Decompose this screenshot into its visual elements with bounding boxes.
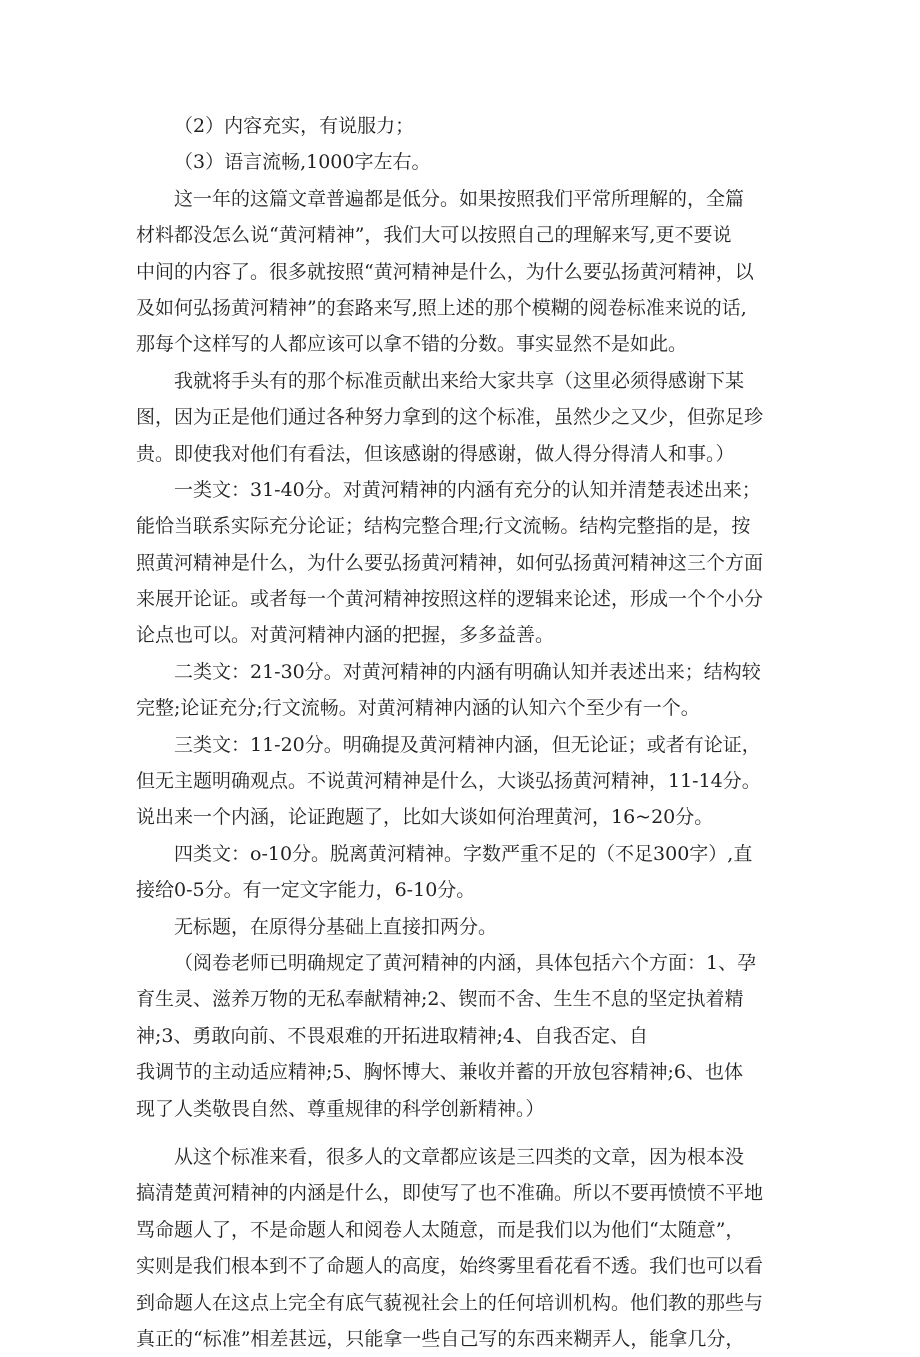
text-line: 贵。即使我对他们有看法，但该感谢的得感谢，做人得分得清人和事。）: [136, 442, 735, 465]
text-line: 到命题人在这点上完全有底气藐视社会上的任何培训机构。他们教的那些与: [136, 1291, 764, 1314]
text-line: （2）内容充实，有说服力；: [174, 115, 415, 137]
text-line: 育生灵、滋养万物的无私奉献精神;2、锲而不舍、生生不息的坚定执着精: [136, 988, 744, 1011]
text-line: 四类文：o-10分。脱离黄河精神。字数严重不足的（不足300字）,直: [174, 842, 753, 865]
text-line: 二类文：21-30分。对黄河精神的内涵有明确认知并表述出来；结构较: [174, 660, 761, 683]
text-line: 无标题，在原得分基础上直接扣两分。: [174, 915, 498, 938]
text-line: 现了人类敬畏自然、尊重规律的科学创新精神。）: [136, 1097, 545, 1120]
document-body: [136, 108, 790, 1357]
text-line: 一类文：31-40分。对黄河精神的内涵有充分的认知并清楚表述出来；: [174, 478, 761, 501]
text-line: 及如何弘扬黄河精神”的套路来写,照上述的那个模糊的阅卷标准来说的话,: [136, 296, 747, 319]
text-line: 来展开论证。或者每一个黄河精神按照这样的逻辑来论述，形成一个个小分: [136, 588, 764, 611]
text-line: （阅卷老师已明确规定了黄河精神的内涵，具体包括六个方面：1、孕: [174, 951, 757, 974]
text-line: 我就将手头有的那个标准贡献出来给大家共享（这里必须得感谢下某: [174, 369, 745, 392]
text-line: 真正的“标准”相差甚远，只能拿一些自己写的东西来糊弄人，能拿几分，: [136, 1327, 745, 1350]
text-line: 这一年的这篇文章普遍都是低分。如果按照我们平常所理解的，全篇: [174, 187, 745, 210]
text-line: 能恰当联系实际充分论证；结构完整合理;行文流畅。结构完整指的是，按: [136, 515, 751, 538]
text-line: 搞清楚黄河精神的内涵是什么，即使写了也不准确。所以不要再愤愤不平地: [136, 1182, 764, 1205]
text-line: 接给0-5分。有一定文字能力，6-10分。: [136, 879, 476, 902]
text-line: 从这个标准来看，很多人的文章都应该是三四类的文章，因为根本没: [174, 1145, 745, 1168]
paragraph-gap: [136, 1127, 790, 1139]
text-line: 但无主题明确观点。不说黄河精神是什么，大谈弘扬黄河精神，11-14分。: [136, 770, 761, 793]
text-line: 我调节的主动适应精神;5、胸怀博大、兼收并蓄的开放包容精神;6、也体: [136, 1061, 743, 1084]
text-line: 论点也可以。对黄河精神内涵的把握，多多益善。: [136, 624, 555, 647]
text-line: 图，因为正是他们通过各种努力拿到的这个标准，虽然少之又少，但弥足珍: [136, 406, 764, 429]
text-line: 照黄河精神是什么，为什么要弘扬黄河精神，如何弘扬黄河精神这三个方面: [136, 551, 764, 574]
text-line: 神;3、勇敢向前、不畏艰难的开拓进取精神;4、自我否定、自: [136, 1024, 648, 1047]
text-line: 材料都没怎么说“黄河精神”，我们大可以按照自己的理解来写,更不要说: [136, 224, 732, 247]
text-line: （3）语言流畅,1000字左右。: [174, 151, 431, 174]
text-line: 说出来一个内涵，论证跑题了，比如大谈如何治理黄河，16~20分。: [136, 806, 714, 829]
text-line: 骂命题人了，不是命题人和阅卷人太随意，而是我们以为他们“太随意”，: [136, 1218, 745, 1241]
text-line: 三类文：11-20分。明确提及黄河精神内涵，但无论证；或者有论证，: [174, 733, 761, 756]
text-line: 那每个这样写的人都应该可以拿不错的分数。事实显然不是如此。: [136, 333, 688, 356]
text-line: 完整;论证充分;行文流畅。对黄河精神内涵的认知六个至少有一个。: [136, 697, 700, 720]
text-line: 中间的内容了。很多就按照“黄河精神是什么，为什么要弘扬黄河精神，以: [136, 260, 754, 283]
text-line: 实则是我们根本到不了命题人的高度，始终雾里看花看不透。我们也可以看: [136, 1255, 764, 1278]
